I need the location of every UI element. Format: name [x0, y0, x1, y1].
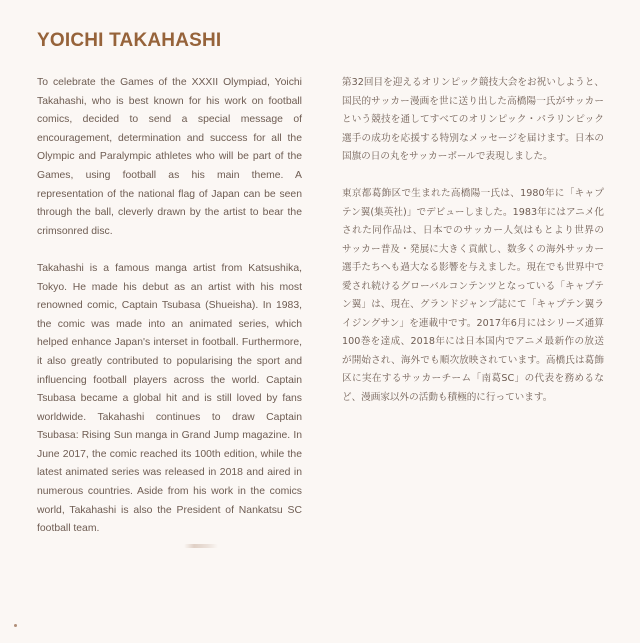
page-title: YOICHI TAKAHASHI — [37, 30, 222, 51]
english-paragraph-intro: To celebrate the Games of the XXXII Olympiad, Yoichi Takahashi, who is best known for his work on football comics, decided to send a special message of encouragement, determination and success for all the Olympic and Paralympic athletes who will be part of the Games, using football as his main theme. A representation of the national flag of Japan can be seen through the ball, cleverly drawn by the artist to bear the crimsonred disc. — [37, 77, 302, 237]
japanese-column — [342, 74, 604, 407]
japanese-paragraph-intro: 第32回目を迎えるオリンピック競技大会をお祝いしようと、国民的サッカー漫画を世に送り出した高橋陽一氏がサッカーという競技を通してすべてのオリンピック・パラリンピック選手の成功を応援する特別なメッセージを届けます。日本の国旗の日の丸をサッカーボールで表現しました。 — [342, 77, 604, 162]
english-column — [37, 74, 302, 539]
scan-dot — [14, 624, 17, 627]
scan-mark — [184, 544, 218, 548]
japanese-paragraph-biography: 東京都葛飾区で生まれた高橋陽一氏は、1980年に「キャプテン翼(集英社)」でデビューしました。1983年にはアニメ化された同作品は、日本でのサッカー人気はもとより世界のサッカー普及・発展に大きく貢献し、数多くの海外サッカー選手たちへも過大なる影響を与えました。現在でも世界中で愛され続けるグローバルコンテンツとなっている「キャプテン翼」は、現在、グランドジャンプ誌にて「キャプテン翼ライジングサン」を連載中です。2017年6月にはシリーズ通算100巻を達成、2018年には日本国内でアニメ最新作の放送が開始され、海外でも順次放映されています。高橋氏は葛飾区に実在するサッカーチーム「南葛SC」の代表を務めるなど、漫画家以外の活動も積極的に行っています。 — [342, 188, 604, 403]
english-paragraph-biography: Takahashi is a famous manga artist from Katsushika, Tokyo. He made his debut as an artist with his most renowned comic, Captain Tsubasa (Shueisha). In 1983, the comic was made into an animated series, which helped enhance Japan's interset in football. Furthermore, it also greatly contributed to popularising the sport and influencing football players across the world. Captain Tsubasa became a global hit and is still loved by fans worldwide. Takahashi continues to draw Captain Tsubasa: Rising Sun manga in Grand Jump magazine. In June 2017, the comic reached its 100th edition, while the latest animated series was released in 2018 and aired in numerous countries. Aside from his work in the comics world, Takahashi is also the President of Nankatsu SC football team. — [37, 262, 302, 535]
